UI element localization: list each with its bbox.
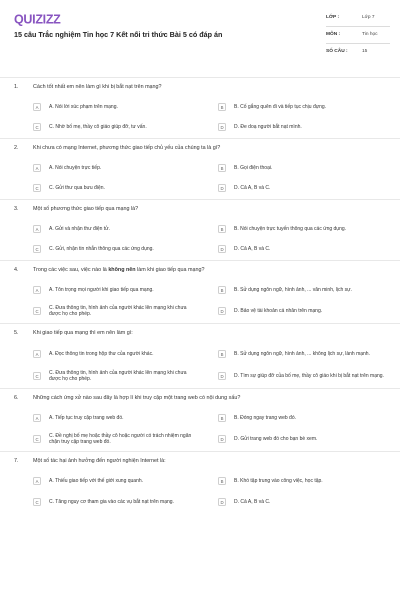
option-text: A. Đọc thông tin trong hộp thư của người khác. (49, 350, 154, 357)
option-text: C. Gửi, nhận tin nhắn thông qua các ứng dụng. (49, 245, 154, 252)
option-b[interactable] (218, 346, 387, 362)
option-text: A. Tiếp tục truy cập trang web đó. (49, 414, 124, 421)
meta-table (326, 10, 390, 61)
option-b[interactable] (218, 411, 387, 425)
question-number: 6. (14, 395, 19, 401)
question-5 (0, 323, 400, 388)
option-text: A. Gửi và nhận thư điện tử. (49, 225, 110, 232)
logo-text: QUIZIZZ (14, 12, 61, 26)
option-text: D. Cả A, B và C. (234, 245, 271, 252)
option-d[interactable] (218, 181, 387, 195)
meta-label: MÔN : (326, 32, 341, 37)
meta-row-subject (326, 27, 390, 44)
option-letter: C (33, 498, 41, 506)
question-text: Một số phương thức giao tiếp qua mạng là? (33, 206, 139, 212)
option-text: A. Tôn trọng mọi người khi giao tiếp qua mạng. (49, 286, 154, 293)
option-text: A. Nói lời xúc phạm trên mạng. (49, 103, 118, 110)
option-letter: D (218, 498, 226, 506)
option-a[interactable] (33, 100, 218, 114)
options-grid (33, 411, 387, 447)
option-letter: C (33, 123, 41, 131)
question-2 (0, 138, 400, 199)
option-letter: D (218, 184, 226, 192)
option-text: B. Sử dụng ngôn ngữ, hình ảnh, ... văn minh, lịch sự. (234, 286, 352, 293)
options-grid (33, 283, 387, 319)
options-grid (33, 222, 387, 256)
question-text-emphasis: không nên (108, 267, 136, 273)
option-letter: C (33, 307, 41, 315)
option-text: C. Đưa thông tin, hình ảnh của người khác lên mạng khi chưa được họ cho phép. (49, 369, 187, 382)
question-text: Khi giao tiếp qua mạng thì em nên làm gì: (33, 330, 133, 336)
option-a[interactable] (33, 346, 218, 362)
option-a[interactable] (33, 411, 218, 425)
option-text: D. Bảo vệ tài khoản cá nhân trên mạng. (234, 307, 323, 314)
question-list (0, 77, 400, 514)
option-text: B. Gọi điện thoại. (234, 164, 273, 171)
option-text: C. Tăng nguy cơ tham gia vào các vụ bắt nạt trên mạng. (49, 498, 174, 505)
question-text: Những cách ứng xử nào sau đây là hợp lí khi truy cập một trang web có nội dung xấu? (33, 395, 241, 401)
option-letter: C (33, 372, 41, 380)
question-text (33, 267, 400, 283)
option-c[interactable] (33, 368, 218, 384)
options-grid (33, 474, 387, 510)
option-text: B. Đóng ngay trang web đó. (234, 414, 296, 421)
question-number: 7. (14, 458, 19, 464)
option-d[interactable] (218, 431, 387, 447)
question-7 (0, 451, 400, 514)
meta-value: Lớp 7 (362, 15, 375, 20)
option-letter: D (218, 123, 226, 131)
option-letter: B (218, 350, 226, 358)
option-d[interactable] (218, 242, 387, 256)
option-letter: C (33, 184, 41, 192)
document-title: 15 câu Trắc nghiệm Tin học 7 Kết nối tri thức Bài 5 có đáp án (14, 30, 223, 39)
meta-value: 15 (362, 49, 368, 54)
question-number: 2. (14, 145, 19, 151)
option-c[interactable] (33, 303, 218, 319)
option-letter: B (218, 286, 226, 294)
option-letter: B (218, 477, 226, 485)
meta-value: Tin học (362, 32, 378, 37)
option-d[interactable] (218, 494, 387, 510)
option-letter: D (218, 245, 226, 253)
option-text: A. Nói chuyện trực tiếp. (49, 164, 102, 171)
question-6 (0, 388, 400, 451)
question-4 (0, 260, 400, 323)
option-text: B. Nói chuyện trực tuyến thông qua các ứng dụng. (234, 225, 347, 232)
option-text: B. Cố gắng quên đi và tiếp tục chịu đựng. (234, 103, 327, 110)
option-letter: A (33, 164, 41, 172)
option-text: D. Tìm sự giúp đỡ của bố mẹ, thầy cô giáo khi bị bắt nạt trên mạng. (234, 372, 384, 379)
option-c[interactable] (33, 431, 218, 447)
option-text: C. Đề nghị bố mẹ hoặc thầy cô hoặc người có trách nhiệm ngăn chặn truy cập trang web đó. (49, 432, 192, 445)
question-text-part: Trong các việc sau, việc nào là (33, 267, 109, 273)
option-letter: D (218, 435, 226, 443)
option-b[interactable] (218, 222, 387, 236)
option-text: D. Cả A, B và C. (234, 498, 271, 505)
option-letter: A (33, 350, 41, 358)
page-header (0, 0, 400, 70)
option-text: D. Cả A, B và C. (234, 184, 271, 191)
option-a[interactable] (33, 283, 218, 297)
option-text: B. Sử dụng ngôn ngữ, hình ảnh, ... không lịch sự, lành mạnh. (234, 350, 370, 357)
option-letter: A (33, 103, 41, 111)
options-grid (33, 161, 387, 195)
option-a[interactable] (33, 222, 218, 236)
option-d[interactable] (218, 368, 387, 384)
option-b[interactable] (218, 161, 387, 175)
option-c[interactable] (33, 494, 218, 510)
option-c[interactable] (33, 120, 218, 134)
option-text: C. Đưa thông tin, hình ảnh của người khác lên mạng khi chưa được họ cho phép. (49, 304, 187, 317)
option-letter: B (218, 103, 226, 111)
option-letter: D (218, 372, 226, 380)
option-b[interactable] (218, 100, 387, 114)
meta-row-count (326, 44, 390, 61)
option-text: B. Khó tập trung vào công việc, học tập. (234, 477, 323, 484)
option-letter: B (218, 164, 226, 172)
meta-row-class (326, 10, 390, 27)
option-c[interactable] (33, 242, 218, 256)
option-text: D. Đe doạ người bắt nạt mình. (234, 123, 302, 130)
option-letter: A (33, 225, 41, 233)
question-text: Cách tốt nhất em nên làm gì khi bị bắt nạt trên mạng? (33, 84, 162, 90)
option-letter: C (33, 435, 41, 443)
options-grid (33, 346, 387, 384)
option-b[interactable] (218, 474, 387, 488)
options-grid (33, 100, 387, 134)
question-number: 3. (14, 206, 19, 212)
question-number: 5. (14, 330, 19, 336)
meta-label: LỚP : (326, 15, 340, 20)
question-text: Một số tác hại ảnh hưởng đến người nghiện Internet là: (33, 458, 166, 464)
option-a[interactable] (33, 474, 218, 488)
option-letter: B (218, 225, 226, 233)
meta-label: SỐ CÂU : (326, 49, 348, 54)
option-text: C. Gửi thư qua bưu điện. (49, 184, 105, 191)
option-letter: A (33, 414, 41, 422)
option-a[interactable] (33, 161, 218, 175)
question-text: Khi chưa có mạng Internet, phương thức giao tiếp chủ yếu của chúng ta là gì? (33, 145, 221, 151)
question-number: 1. (14, 84, 19, 90)
question-1 (0, 77, 400, 138)
option-letter: C (33, 245, 41, 253)
option-letter: B (218, 414, 226, 422)
option-letter: A (33, 477, 41, 485)
option-c[interactable] (33, 181, 218, 195)
option-text: C. Nhờ bố mẹ, thầy cô giáo giúp đỡ, tư vấn. (49, 123, 147, 130)
option-letter: A (33, 286, 41, 294)
option-d[interactable] (218, 303, 387, 319)
question-3 (0, 199, 400, 260)
option-b[interactable] (218, 283, 387, 297)
question-text-part: làm khi giao tiếp qua mạng? (135, 267, 205, 273)
option-text: D. Gửi trang web đó cho bạn bè xem. (234, 435, 318, 442)
option-letter: D (218, 307, 226, 315)
option-text: A. Thiếu giao tiếp với thế giới xung quanh. (49, 477, 144, 484)
question-number: 4. (14, 267, 19, 273)
option-d[interactable] (218, 120, 387, 134)
quizizz-logo (14, 12, 69, 26)
